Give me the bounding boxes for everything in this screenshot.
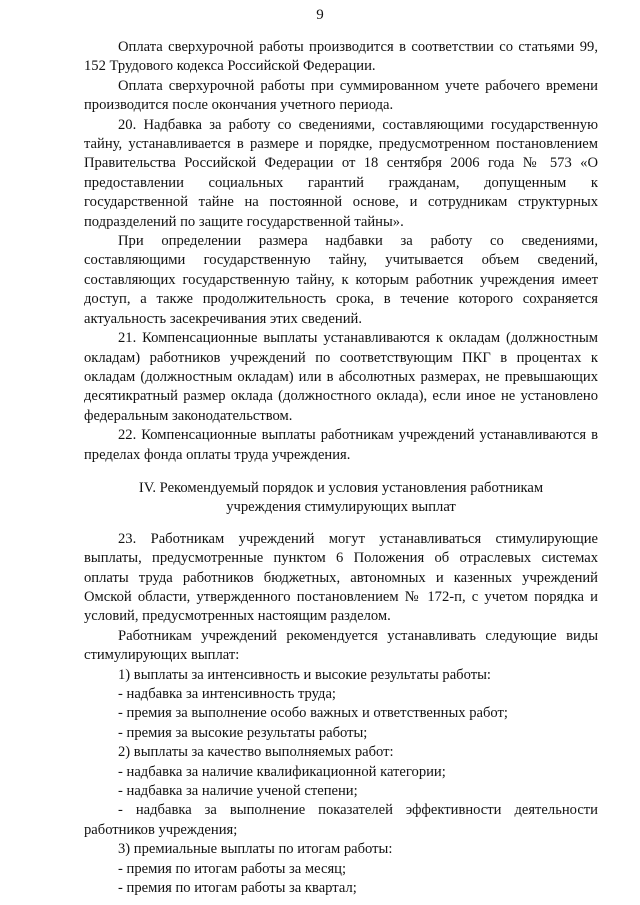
- list-item: - надбавка за интенсивность труда;: [118, 686, 336, 702]
- document-body: [84, 38, 598, 898]
- paragraph-20-state-secret: 20. Надбавка за работу со сведениями, составляющими государственную тайну, устанавливается в размере и порядке, предусмотренном постановлением Правительства Российской Федерации от 18 сентября 2006 года № 573 «О предоставлении социальных гарантий гражданам, допущенным к государственной тайне на постоянной основе, и сотрудникам структурных подразделений по защите государственной тайны».: [84, 116, 598, 230]
- list-item: - премия за высокие результаты работы;: [118, 724, 368, 741]
- list-item: - надбавка за наличие ученой степени;: [118, 783, 358, 800]
- page-number: 9: [316, 7, 324, 23]
- list-item: - надбавка за наличие квалификационной категории;: [118, 763, 446, 780]
- paragraph-22-compensation-fund: 22. Компенсационные выплаты работникам учреждений устанавливаются в пределах фонда оплаты труда учреждения.: [84, 427, 598, 463]
- paragraph-23-incentives: 23. Работникам учреждений могут устанавливаться стимулирующие выплаты, предусмотренные пунктом 6 Положения об отраслевых системах оплаты труда работников бюджетных, автономных и казенных учреждений Омской области, утвержденного постановлением № 172-п, с учетом порядка и условий, предусмотренных настоящим разделом.: [84, 530, 598, 625]
- list-item: 1) выплаты за интенсивность и высокие результаты работы:: [118, 666, 491, 683]
- list-item: - надбавка за выполнение показателей эффективности деятельности работников учреждения;: [84, 802, 598, 838]
- paragraph-overtime-articles: Оплата сверхурочной работы производится в соответствии со статьями 99, 152 Трудового кодекса Российской Федерации.: [84, 39, 598, 75]
- list-item: 2) выплаты за качество выполняемых работ:: [118, 744, 394, 761]
- paragraph-incentive-types-intro: Работникам учреждений рекомендуется устанавливать следующие виды стимулирующих выплат:: [84, 627, 598, 664]
- paragraph-overtime-summary: Оплата сверхурочной работы при суммированном учете рабочего времени производится после окончания учетного периода.: [84, 77, 598, 114]
- list-item: - премия по итогам работы за месяц;: [118, 860, 347, 877]
- paragraph-secret-allowance-size: При определении размера надбавки за работу со сведениями, составляющими государственную тайну, учитывается объем сведений, составляющих государственную тайну, к которым работник учреждения имеет доступ, а также продолжительность срока, в течение которого сохраняется актуальность засекречивания этих сведений.: [84, 233, 598, 327]
- section-heading-iv: IV. Рекомендуемый порядок и условия установления работникам учреждения стимулирующих выплат: [138, 479, 544, 516]
- list-item: - премия по итогам работы за квартал;: [118, 880, 357, 897]
- list-item: 3) премиальные выплаты по итогам работы:: [118, 841, 393, 858]
- paragraph-21-compensation: 21. Компенсационные выплаты устанавливаются к окладам (должностным окладам) работников учреждений по соответствующим ПКГ в процентах к окладам (должностным окладам) или в абсолютных размерах, не превышающих десятикратный размер оклада (должностного оклада), если иное не установлено федеральным законодательством.: [84, 330, 598, 424]
- list-item: - премия за выполнение особо важных и ответственных работ;: [118, 705, 508, 722]
